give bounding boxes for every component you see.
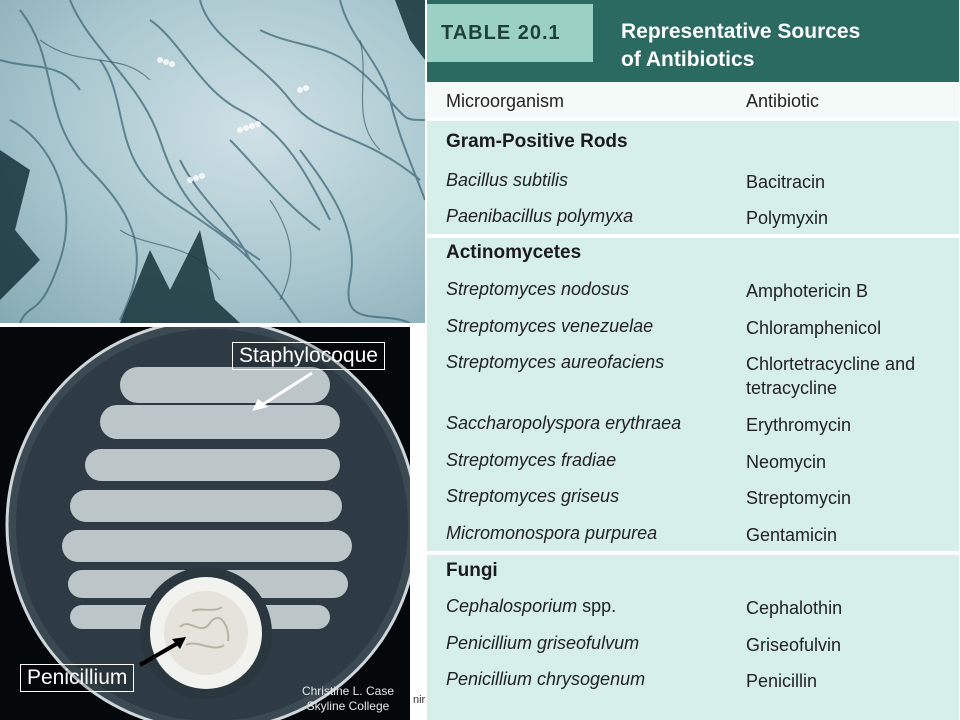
antibiotic-name: Streptomycin (746, 488, 852, 508)
organism-name: Paenibacillus polymyxa (446, 206, 634, 226)
organism-name: Streptomyces nodosus (446, 279, 630, 299)
organism-name: Saccharopolyspora erythraea (446, 413, 682, 433)
organism-name: Streptomyces fradiae (446, 450, 617, 470)
hyphae-drawing (0, 0, 425, 323)
credit-line-1: Christine L. Case (301, 684, 394, 698)
antibiotic-name: Erythromycin (746, 415, 852, 435)
table-title-line-1: Representative Sources (621, 20, 861, 43)
column-header-antibiotic: Antibiotic (746, 91, 820, 111)
table-header (427, 0, 959, 82)
organism-name (446, 596, 616, 617)
photo-credit (302, 684, 394, 714)
antibiotic-name: Griseofulvin (746, 635, 842, 655)
antibiotic-name: Bacitracin (746, 172, 826, 192)
organism-name: Micromonospora purpurea (446, 523, 658, 543)
organism-name: Penicillium chrysogenum (446, 669, 646, 689)
petri-dish-drawing (0, 327, 410, 720)
antibiotic-name: Penicillin (746, 671, 818, 691)
antibiotic-name: Gentamicin (746, 525, 838, 545)
antibiotic-name: Polymyxin (746, 208, 829, 228)
antibiotic-name: Neomycin (746, 452, 827, 472)
section-title-fungi: Fungi (446, 560, 498, 581)
section-divider (427, 551, 959, 555)
organism-genus: Cephalosporium (446, 596, 578, 616)
penicillium-label: Penicillium (20, 664, 134, 692)
petri-dish-photo (0, 327, 410, 720)
section-title-gram-positive-rods: Gram-Positive Rods (446, 131, 628, 152)
table-title-line-2: of Antibiotics (621, 48, 755, 71)
section-divider (427, 234, 959, 238)
column-header-microorganism: Microorganism (446, 91, 565, 111)
section-title-actinomycetes: Actinomycetes (446, 242, 582, 263)
organism-name: Bacillus subtilis (446, 170, 569, 190)
table-title (621, 18, 860, 74)
table-number: TABLE 20.1 (427, 4, 593, 62)
organism-name: Streptomyces griseus (446, 486, 620, 506)
credit-line-2: Skyline College (306, 699, 390, 713)
antibiotic-name: Chlortetracycline and tetracycline (746, 354, 916, 398)
antibiotic-name: Amphotericin B (746, 281, 869, 301)
stray-text: nir (413, 694, 426, 706)
staphylococcus-label: Staphylocoque (232, 342, 385, 370)
organism-name: Streptomyces aureofaciens (446, 352, 665, 372)
organism-name: Streptomyces venezuelae (446, 316, 654, 336)
antibiotic-name: Cephalothin (746, 598, 843, 618)
organism-suffix: spp. (577, 596, 617, 616)
antibiotics-table (427, 0, 959, 720)
organism-name: Penicillium griseofulvum (446, 633, 640, 653)
antibiotic-name: Chloramphenicol (746, 318, 882, 338)
column-headers (427, 82, 959, 121)
hyphae-micrograph (0, 0, 425, 323)
